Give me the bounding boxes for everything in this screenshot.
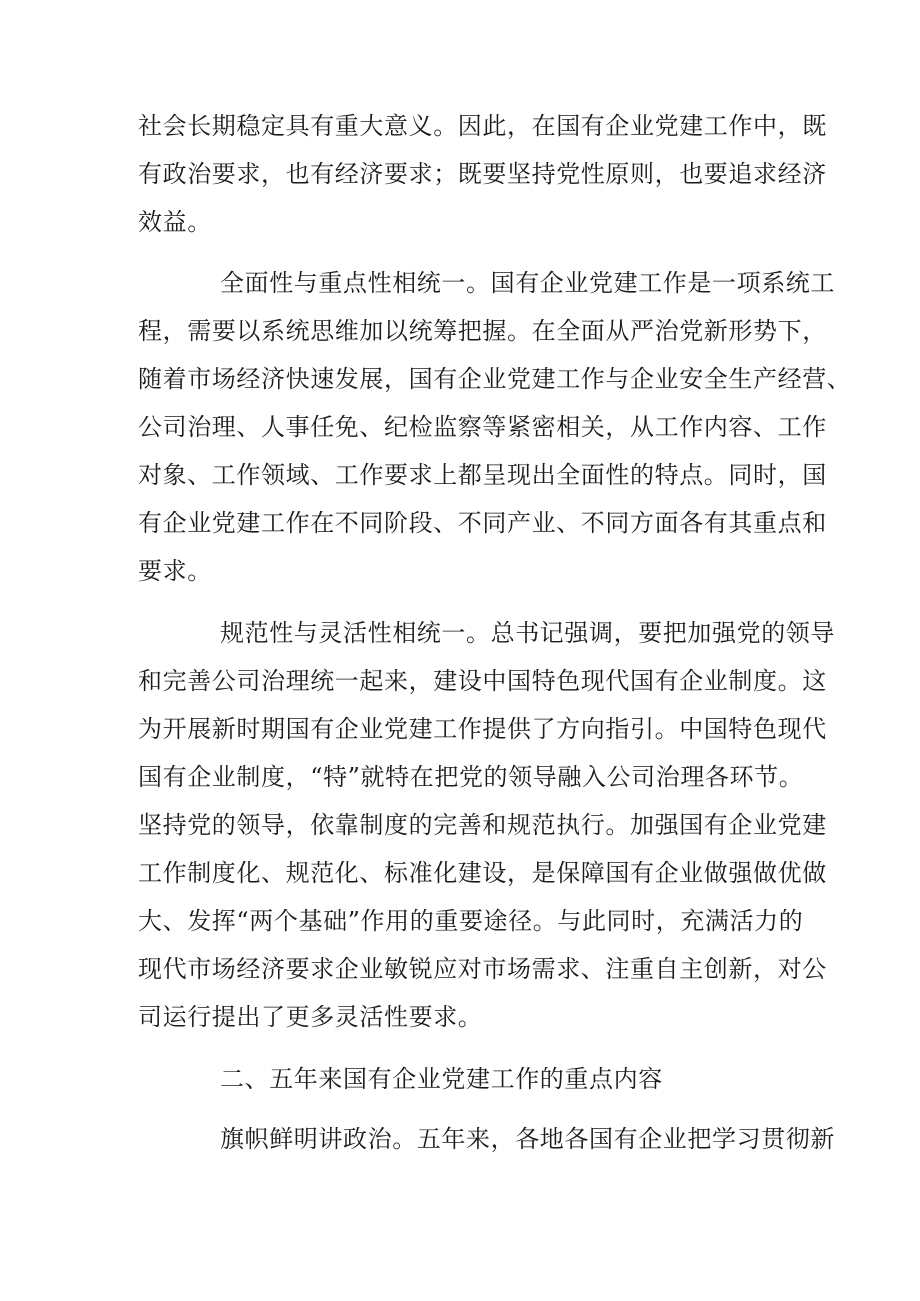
paragraph-2-line-7: 要求。 xyxy=(138,557,212,585)
paragraph-1-line-2: 有政治要求，也有经济要求；既要坚持党性原则，也要追求经济 xyxy=(138,160,827,188)
paragraph-3-line-5: 坚持党的领导，依靠制度的完善和规范执行。加强国有企业党建 xyxy=(138,811,827,839)
paragraph-2-line-6: 有企业党建工作在不同阶段、不同产业、不同方面各有其重点和 xyxy=(138,509,827,537)
paragraph-3-line-2: 和完善公司治理统一起来，建设中国特色现代国有企业制度。这 xyxy=(138,667,827,695)
paragraph-1-line-1: 社会长期稳定具有重大意义。因此，在国有企业党建工作中，既 xyxy=(138,112,827,140)
paragraph-3-line-4: 国有企业制度，“特”就特在把党的领导融入公司治理各环节。 xyxy=(138,763,804,791)
paragraph-4-line-1: 旗帜鲜明讲政治。五年来，各地各国有企业把学习贯彻新 xyxy=(220,1125,835,1153)
paragraph-3-line-8: 现代市场经济要求企业敏锐应对市场需求、注重自主创新，对公 xyxy=(138,955,827,983)
paragraph-3-line-3: 为开展新时期国有企业党建工作提供了方向指引。中国特色现代 xyxy=(138,715,827,743)
paragraph-2-line-4: 公司治理、人事任免、纪检监察等紧密相关，从工作内容、工作 xyxy=(138,413,827,441)
section-heading: 二、五年来国有企业党建工作的重点内容 xyxy=(220,1065,663,1093)
paragraph-2-line-5: 对象、工作领域、工作要求上都呈现出全面性的特点。同时，国 xyxy=(138,461,827,489)
paragraph-3-line-6: 工作制度化、规范化、标准化建设，是保障国有企业做强做优做 xyxy=(138,859,827,887)
paragraph-3-line-7: 大、发挥“两个基础”作用的重要途径。与此同时，充满活力的 xyxy=(138,907,804,935)
paragraph-3-line-9: 司运行提出了更多灵活性要求。 xyxy=(138,1003,483,1031)
paragraph-2-line-3: 随着市场经济快速发展，国有企业党建工作与企业安全生产经营、 xyxy=(138,365,852,393)
paragraph-2-line-2: 程，需要以系统思维加以统筹把握。在全面从严治党新形势下， xyxy=(138,317,827,345)
paragraph-2-line-1: 全面性与重点性相统一。国有企业党建工作是一项系统工 xyxy=(220,269,835,297)
paragraph-1-line-3: 效益。 xyxy=(138,208,212,236)
paragraph-3-line-1: 规范性与灵活性相统一。总书记强调，要把加强党的领导 xyxy=(220,619,835,647)
